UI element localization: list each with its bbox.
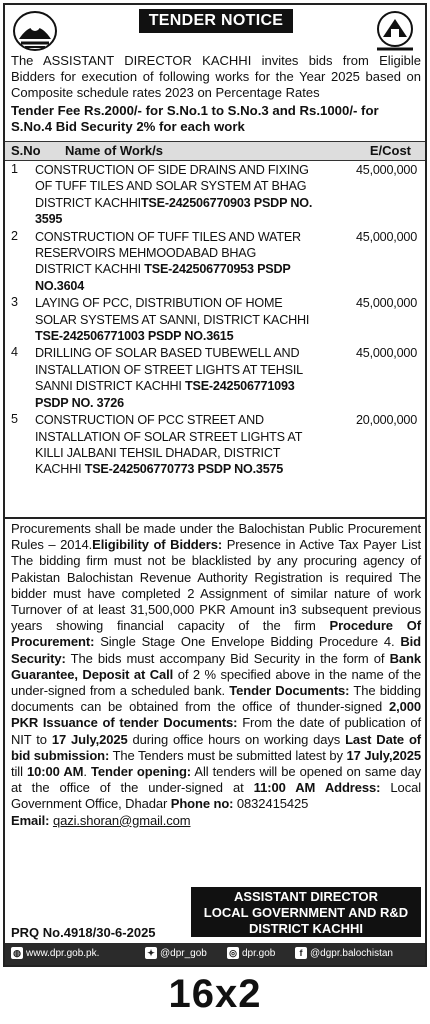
notice-title: TENDER NOTICE <box>139 9 293 33</box>
row-sno: 1 <box>11 162 18 176</box>
terms-label-phone: Phone no: <box>170 796 234 812</box>
intro-paragraph: The ASSISTANT DIRECTOR KACHHI invites bids from Eligible Bidders for execution of following works for the Year 2025 based on Composite schedule rates 2023 on Percentage Rates <box>11 53 421 100</box>
row-work-text: LAYING OF PCC, DISTRIBUTION OF HOME SOLAR SYSTEMS AT SANNI, DISTRICT KACHHI <box>35 296 310 327</box>
twitter-icon: ✦ <box>145 947 157 959</box>
terms-label-last-date: Last Date of bid submission: <box>11 731 422 763</box>
terms-label-bank: Bank Guarantee, Deposit at Call <box>11 650 421 682</box>
terms-text: Single Stage One Envelope Bidding Procedure 4. <box>94 634 401 650</box>
row-work <box>35 411 313 478</box>
row-cost: 45,000,000 <box>355 346 417 361</box>
header-work: Name of Work/s <box>65 143 164 158</box>
terms-text: till <box>11 764 27 780</box>
website-link[interactable] <box>11 943 99 965</box>
row-sno: 4 <box>11 345 18 360</box>
row-work-text: CONSTRUCTION OF TUFF TILES AND WATER RESERVOIRS MEHMOODABAD BHAG DISTRICT KACHHI <box>35 229 301 277</box>
terms-text: Presence in Active Tax Payer List The bidding firm must not be blacklisted by any procuring agency of Pakistan Balochistan Revenue Authority Registration is required The bidder must have completed 2 Assignment of similar nature of work Turnover of at least 31,500,000 PKR Amount in3 subsequent previous years showing financial capacity of the firm <box>11 537 421 634</box>
table-row <box>5 411 425 478</box>
facebook-text: @dgpr.balochistan <box>310 948 393 959</box>
terms-text: The bidding documents can be obtained from the office of thunder-signed <box>11 683 421 715</box>
row-cost: 45,000,000 <box>355 163 417 177</box>
signature-block <box>5 883 425 941</box>
row-sno: 5 <box>11 412 18 427</box>
terms-text: of 2 % specified above in the name of the under-signed from a scheduled bank. <box>11 666 421 699</box>
row-work <box>35 344 313 411</box>
row-ref: TSE-242506770773 PSDP NO.3575 <box>84 462 284 477</box>
website-text: www.dpr.gob.pk. <box>26 948 100 959</box>
terms-label-time: 10:00 AM <box>27 764 84 780</box>
works-table <box>5 161 425 478</box>
terms-label-documents: Tender Documents: <box>229 683 350 699</box>
row-ref: TSE-242506770953 PSDP NO.3604 <box>35 262 291 293</box>
section-divider <box>5 517 425 519</box>
row-work-text: CONSTRUCTION OF SIDE DRAINS AND FIXING OF TUFF TILES AND SOLAR SYSTEM AT BHAG DISTRICT KACHHI <box>35 163 309 210</box>
terms-label-fee: 2,000 PKR Issuance of tender Documents: <box>11 699 421 731</box>
terms-text: during office hours on working days <box>127 731 346 747</box>
instagram-icon: ◎ <box>227 947 239 959</box>
table-row <box>5 294 425 344</box>
email-link[interactable]: qazi.shoran@gmail.com <box>52 812 191 828</box>
table-row <box>5 344 425 411</box>
terms-text: Local Government Office, Dhadar <box>11 780 422 812</box>
facebook-link[interactable] <box>295 943 393 965</box>
signatory-district: DISTRICT KACHHI <box>248 921 364 936</box>
terms-text: Procurements shall be made under the Balochistan Public Procurement Rules – 2014. <box>11 521 421 553</box>
right-emblem-icon <box>371 9 419 53</box>
row-work-text: CONSTRUCTION OF PCC STREET AND INSTALLATION OF SOLAR STREET LIGHTS AT KILLI JALBANI TEHSIL DHADAR, DISTRICT KACHHI <box>35 413 302 477</box>
prq-number: PRQ No.4918/30-6-2025 <box>11 925 156 940</box>
signatory-department: LOCAL GOVERNMENT AND R&D <box>203 905 409 920</box>
terms-text: 0832415425 <box>233 796 309 812</box>
terms-label-email: Email: <box>11 812 50 828</box>
row-cost: 20,000,000 <box>355 413 417 428</box>
terms-label-address: 11:00 AM Address: <box>253 780 381 796</box>
tender-fee-line: Tender Fee Rs.2000/- for S.No.1 to S.No.3 and Rs.1000/- for S.No.4 Bid Security 2% for each work <box>11 103 379 134</box>
instagram-link[interactable] <box>227 943 275 965</box>
tender-notice-page <box>3 3 427 967</box>
row-work <box>35 228 313 295</box>
facebook-icon: f <box>295 947 307 959</box>
terms-label-security: Bid Security: <box>11 634 421 666</box>
left-emblem-icon <box>11 9 59 53</box>
instagram-text: dpr.gob <box>242 948 276 959</box>
signatory-title: ASSISTANT DIRECTOR <box>234 889 378 904</box>
terms-text: From the date of publication of NIT to <box>11 715 422 747</box>
row-work <box>35 294 313 344</box>
row-sno: 3 <box>11 295 18 310</box>
globe-icon: ◍ <box>11 947 23 959</box>
terms-text: The Tenders must be submitted latest by <box>109 747 347 763</box>
header-sno: S.No <box>11 143 41 158</box>
works-table-header <box>5 141 425 161</box>
row-ref: TSE-242506771003 PSDP NO.3615 <box>35 329 234 344</box>
terms-label-date: 17 July,2025 <box>51 731 128 747</box>
terms-paragraph <box>11 521 421 829</box>
twitter-text: @dpr_gob <box>160 948 207 959</box>
terms-label-eligibility: Eligibility of Bidders: <box>92 537 223 553</box>
ad-size-label: 16x2 <box>168 972 262 1016</box>
row-sno: 2 <box>11 228 18 243</box>
row-cost: 45,000,000 <box>355 296 417 311</box>
row-work-text: DRILLING OF SOLAR BASED TUBEWELL AND INSTALLATION OF STREET LIGHTS AT TEHSIL SANNI DISTRICT KACHHI <box>35 346 303 394</box>
row-cost: 45,000,000 <box>355 229 417 244</box>
row-work <box>35 161 313 228</box>
terms-label-procedure: Procedure Of Procurement: <box>11 618 421 650</box>
terms-text: All tenders will be opened on same day at the office of the under-signed at <box>11 764 422 796</box>
table-row <box>5 228 425 295</box>
notice-header <box>5 5 425 59</box>
header-cost: E/Cost <box>369 143 411 158</box>
social-bar <box>5 943 425 965</box>
row-ref: TSE-242506771093 PSDP NO. 3726 <box>35 379 295 410</box>
terms-label-date: 17 July,2025 <box>346 747 421 763</box>
table-row <box>5 161 425 228</box>
twitter-link[interactable] <box>145 943 207 965</box>
terms-label-opening: Tender opening: <box>91 764 192 780</box>
signatory-box <box>191 887 421 937</box>
terms-text: . <box>83 764 92 780</box>
row-ref: TSE-242506770903 PSDP NO. 3595 <box>35 195 313 227</box>
terms-text: The bids must accompany Bid Security in the form of <box>65 650 390 666</box>
